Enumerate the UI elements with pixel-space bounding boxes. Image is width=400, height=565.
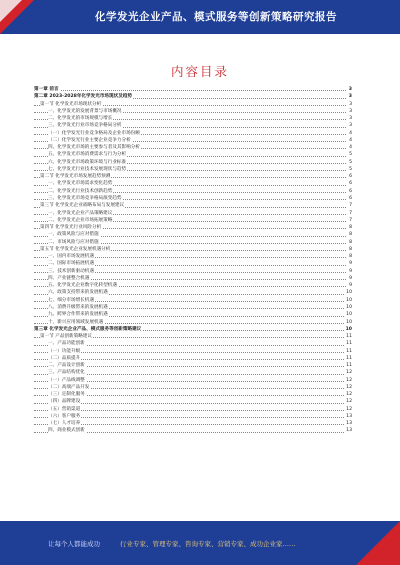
toc-page-number: 10 (346, 319, 352, 325)
page-title: 内容目录 (170, 64, 229, 79)
toc-page-number: 3 (348, 87, 352, 92)
header-white-accent (0, 0, 22, 22)
toc-page-number: 10 (345, 326, 352, 332)
toc-entry[interactable] (34, 319, 352, 326)
table-of-contents (34, 86, 352, 435)
toc-entry-title: 三、技术创新驱动机遇 (48, 268, 94, 274)
toc-page-number: 3 (348, 94, 352, 100)
toc-entry-title: 第五节 化学发光企业发展机遇分析 (40, 246, 111, 252)
toc-entry[interactable] (34, 246, 352, 253)
toc-entry[interactable] (34, 217, 352, 224)
toc-page-number: 10 (346, 304, 352, 310)
report-title: 化学发光企业产品、模式服务等创新策略研究报告 (95, 11, 337, 23)
toc-entry[interactable] (34, 369, 352, 376)
toc-entry-title: 一、化学发光企业产品策略建议 (48, 210, 113, 216)
toc-entry[interactable] (34, 130, 352, 137)
toc-page-number: 5 (349, 166, 352, 172)
footer-red-accent (356, 521, 400, 565)
toc-page-number: 3 (349, 116, 352, 122)
toc-entry[interactable] (34, 260, 352, 267)
toc-entry-title: （三）定制化服务 (48, 392, 85, 398)
toc-entry-title: （七）人才培养 (48, 421, 81, 427)
toc-entry[interactable] (34, 239, 352, 246)
toc-page-number: 6 (349, 181, 352, 187)
toc-entry-title: （二）化学发光行业主要企业竞争力分析 (48, 137, 131, 143)
toc-entry-title: 二、化学发光的市场规模与增长 (48, 116, 113, 122)
toc-entry-title: （五）营销渠道 (48, 406, 81, 412)
toc-entry[interactable] (34, 355, 352, 362)
toc-entry[interactable] (34, 115, 352, 122)
toc-page-number: 4 (349, 137, 352, 143)
toc-entry-title: （一）功能升级 (48, 348, 81, 354)
toc-page-number: 13 (346, 413, 352, 419)
toc-entry[interactable] (34, 210, 352, 217)
toc-page-number: 12 (346, 406, 352, 412)
toc-entry[interactable] (34, 340, 352, 347)
toc-page-number: 11 (346, 334, 352, 340)
toc-entry-title: 四、产业链整合机遇 (48, 275, 90, 281)
toc-entry-title: （四）品牌建设 (48, 399, 81, 405)
toc-entry-title: 一、化学发光的发展背景与市场概况 (48, 108, 122, 114)
toc-page-number: 6 (349, 188, 352, 194)
toc-entry-title: 四、化学发光市场的主要参与者及其影响分析 (48, 145, 140, 151)
toc-entry-title: 一、产品功能创新 (48, 341, 85, 347)
toc-page-number: 9 (349, 268, 352, 274)
report-header-banner (0, 0, 400, 34)
toc-page-number: 4 (349, 130, 352, 136)
toc-entry[interactable] (34, 93, 352, 100)
toc-entry[interactable] (34, 268, 352, 275)
toc-entry[interactable] (34, 406, 352, 413)
toc-entry[interactable] (34, 391, 352, 398)
toc-entry-title: 六、化学发光市场政策环境与行业标准 (48, 159, 127, 165)
toc-page-number: 6 (349, 174, 352, 180)
toc-entry-title: 六、政策支持带来的发展机遇 (48, 290, 108, 296)
toc-entry-title: （一）化学发光行业竞争格局及企业市场份额 (48, 130, 140, 136)
toc-entry[interactable] (34, 253, 352, 260)
toc-page-number: 11 (346, 355, 352, 361)
toc-dot-leader (34, 86, 346, 93)
toc-page-number: 13 (346, 421, 352, 427)
toc-page-number: 4 (349, 145, 352, 151)
toc-entry-title: （二）品质提升 (48, 355, 81, 361)
toc-entry[interactable] (34, 137, 352, 144)
toc-page-number: 8 (349, 246, 352, 252)
footer-slogan: 让每个人都能成功 (48, 540, 100, 548)
toc-entry-title: 第二章 2023-2028年化学发光市场现状及趋势 (34, 94, 132, 100)
toc-entry-title: 第四节 化学发光行业风险分析 (40, 225, 102, 231)
toc-page-number: 13 (346, 428, 352, 434)
toc-entry[interactable] (34, 275, 352, 282)
toc-page-number: 9 (349, 283, 352, 289)
toc-page-number: 7 (349, 203, 352, 209)
toc-entry[interactable] (34, 101, 352, 108)
toc-entry[interactable] (34, 144, 352, 151)
toc-entry-title: 第一节 产品创新策略建议 (40, 334, 92, 340)
toc-entry[interactable] (34, 398, 352, 405)
toc-page-number: 7 (349, 210, 352, 216)
toc-entry-title: 一、化学发光市场需求变化趋势 (48, 181, 113, 187)
toc-entry-title: 五、化学发光市场消费需求与行为分析 (48, 152, 127, 158)
toc-entry[interactable] (34, 195, 352, 202)
toc-page-number: 10 (346, 312, 352, 318)
toc-entry-title: 三、产品结构优化 (48, 370, 85, 376)
toc-entry-title: （六）客户服务 (48, 413, 81, 419)
toc-entry[interactable] (34, 420, 352, 427)
toc-entry[interactable] (34, 348, 352, 355)
toc-entry-title: 第三节 化学发光企业战略布局与发展建议 (40, 203, 125, 209)
toc-entry[interactable] (34, 224, 352, 231)
toc-entry[interactable] (34, 326, 352, 333)
toc-page-number: 10 (346, 290, 352, 296)
toc-entry[interactable] (34, 108, 352, 115)
footer-banner (0, 521, 400, 565)
toc-entry[interactable] (34, 289, 352, 296)
toc-entry-title: 二、国际市场拓展机遇 (48, 261, 94, 267)
toc-entry[interactable] (34, 427, 352, 434)
toc-page-number: 8 (349, 225, 352, 231)
toc-entry[interactable] (34, 173, 352, 180)
toc-entry-title: 七、化学发光行业技术发展现状与趋势 (48, 166, 127, 172)
toc-entry[interactable] (34, 311, 352, 318)
toc-page-number: 7 (349, 217, 352, 223)
toc-page-number: 5 (349, 159, 352, 165)
toc-entry[interactable] (34, 297, 352, 304)
toc-entry[interactable] (34, 362, 352, 369)
footer-expert-list: 行业专家、管理专家、咨询专家、营销专家、成功企业家…… (120, 540, 296, 548)
toc-entry-title: 一、国内市场发展机遇 (48, 254, 94, 260)
toc-page-number: 3 (349, 108, 352, 114)
toc-entry[interactable] (34, 122, 352, 129)
toc-entry-title: 第二节 化学发光市场发展趋势预测 (40, 174, 111, 180)
toc-entry[interactable] (34, 377, 352, 384)
toc-entry-title: 一、政策风险与应对措施 (48, 232, 99, 238)
toc-page-number: 8 (349, 239, 352, 245)
toc-entry-title: 第一章 前言 (34, 87, 59, 92)
toc-page-number: 8 (349, 232, 352, 238)
toc-entry-title: 七、细分市场增长机遇 (48, 297, 94, 303)
toc-page-number: 8 (349, 254, 352, 260)
toc-entry-title: 第一节 化学发光市场现状分析 (40, 101, 102, 107)
toc-entry-title: 二、化学发光行业技术创新趋势 (48, 188, 113, 194)
toc-page-number: 3 (349, 101, 352, 107)
toc-entry[interactable] (34, 333, 352, 340)
toc-page-number: 10 (346, 297, 352, 303)
toc-page-number: 9 (349, 275, 352, 281)
toc-page-number: 6 (349, 195, 352, 201)
toc-entry[interactable] (34, 202, 352, 209)
toc-entry-title: 第三章 化学发光企业产品、模式服务等创新策略建议 (34, 326, 142, 332)
toc-entry[interactable] (34, 86, 352, 93)
toc-entry-title: 三、化学发光行业市场竞争格局分析 (48, 123, 122, 129)
toc-entry[interactable] (34, 384, 352, 391)
toc-page-number: 12 (346, 392, 352, 398)
toc-entry-title: 五、化学发光企业数字化转型机遇 (48, 283, 117, 289)
toc-page-number: 12 (346, 370, 352, 376)
toc-entry-title: 八、消费升级带来的发展机遇 (48, 304, 108, 310)
toc-entry-title: 二、市场风险与应对措施 (48, 239, 99, 245)
toc-entry-title: （一）产品线调整 (48, 377, 85, 383)
toc-entry[interactable] (34, 231, 352, 238)
toc-entry[interactable] (34, 282, 352, 289)
toc-page-number: 12 (346, 384, 352, 390)
toc-page-number: 3 (349, 123, 352, 129)
toc-entry-title: 二、产品设计创新 (48, 363, 85, 369)
toc-entry[interactable] (34, 188, 352, 195)
toc-page-number: 11 (346, 348, 352, 354)
toc-entry-title: 三、化学发光市场竞争格局演变趋势 (48, 195, 122, 201)
toc-entry-title: 四、商业模式创新 (48, 428, 85, 434)
toc-page-number: 11 (346, 341, 352, 347)
toc-page-number: 9 (349, 261, 352, 267)
toc-entry[interactable] (34, 180, 352, 187)
toc-entry-title: 二、化学发光企业市场拓展策略 (48, 217, 113, 223)
toc-page-number: 12 (346, 399, 352, 405)
toc-entry-title: 九、跨界合作带来的发展机遇 (48, 312, 108, 318)
toc-page-number: 11 (346, 363, 352, 369)
toc-entry[interactable] (34, 413, 352, 420)
toc-entry[interactable] (34, 166, 352, 173)
toc-entry[interactable] (34, 151, 352, 158)
toc-entry[interactable] (34, 304, 352, 311)
toc-entry[interactable] (34, 159, 352, 166)
toc-entry-title: 十、新兴应用领域发展机遇 (48, 319, 104, 325)
toc-page-number: 12 (346, 377, 352, 383)
toc-entry-title: （二）高端产品开发 (48, 384, 90, 390)
toc-page-number: 5 (349, 152, 352, 158)
